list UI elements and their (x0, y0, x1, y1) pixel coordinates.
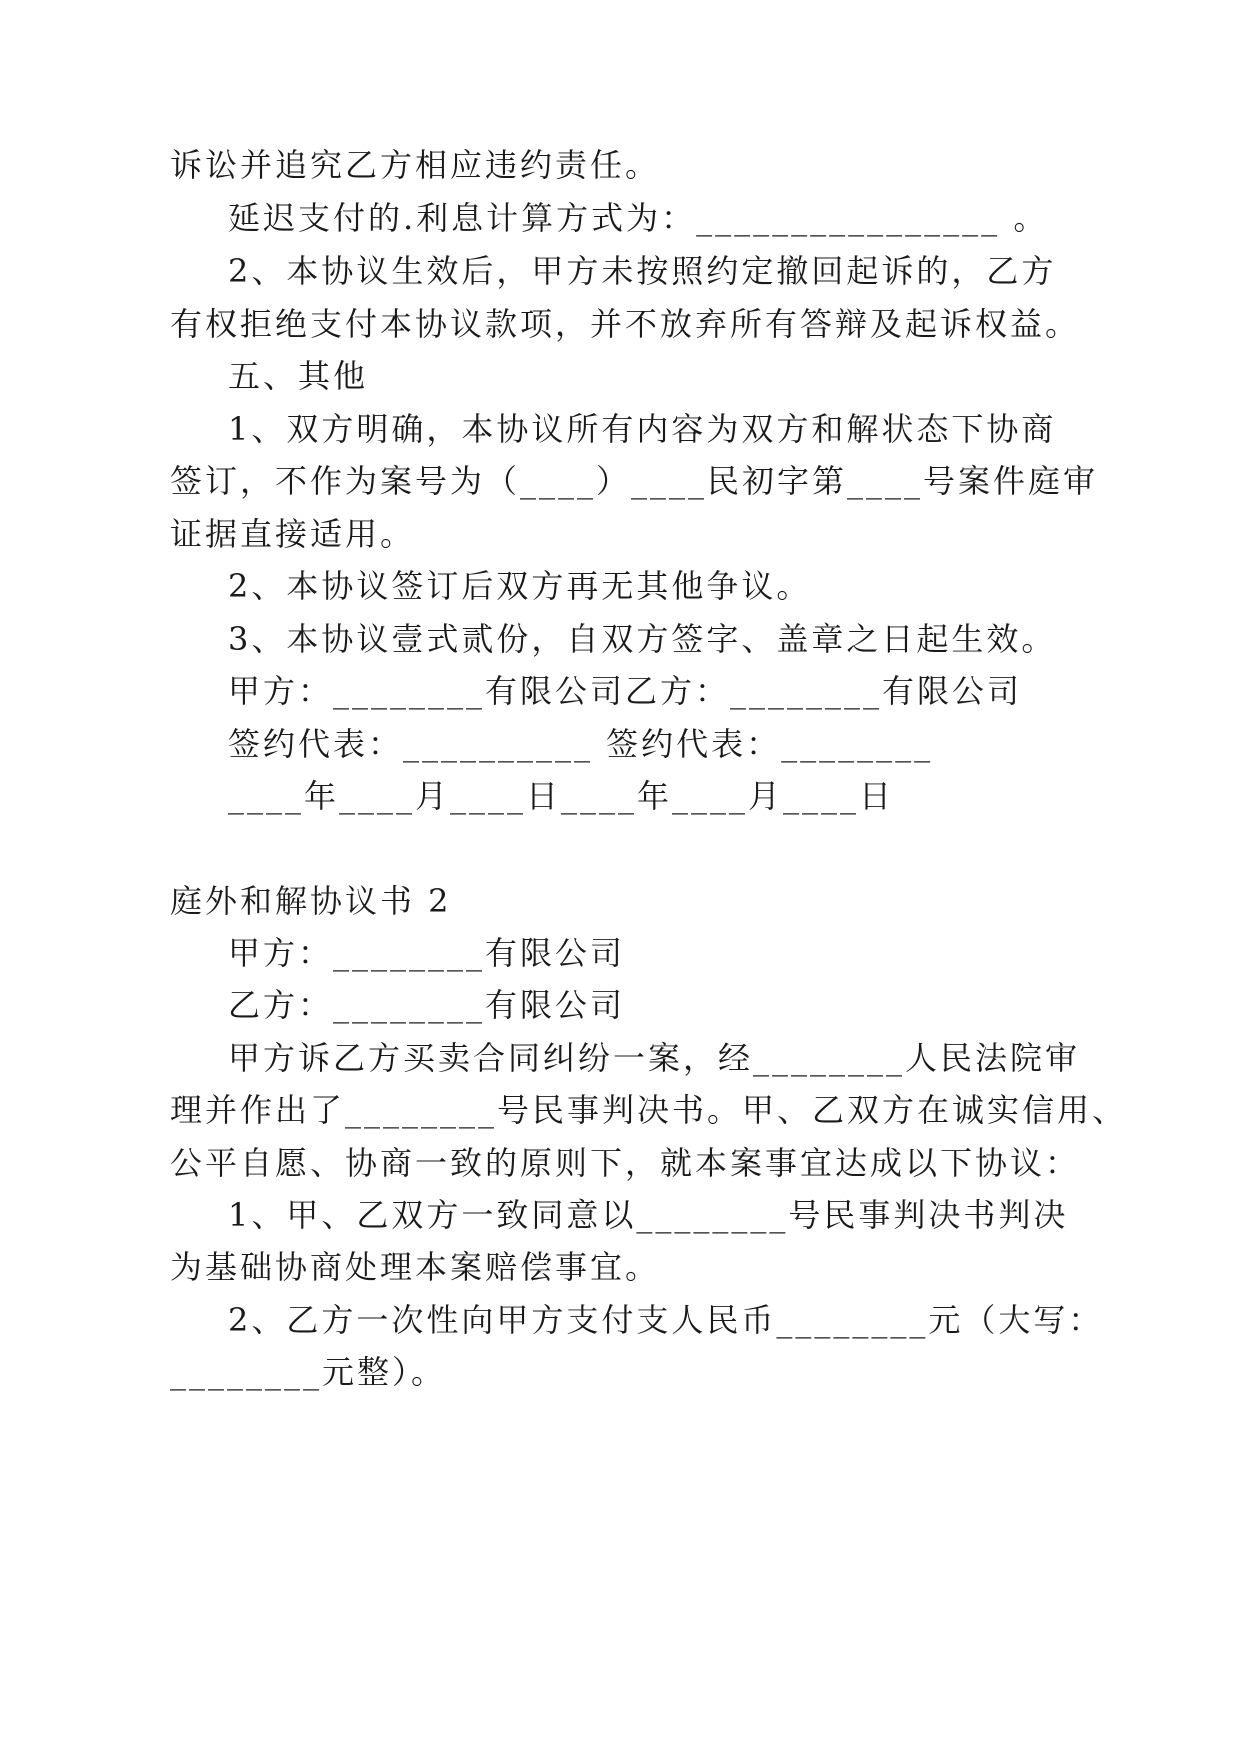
party-line: 乙方：________有限公司 (228, 986, 626, 1024)
signature-line: 签约代表：__________ 签约代表：________ (228, 725, 934, 763)
text-line: 2、本协议生效后，甲方未按照约定撤回起诉的，乙方 (228, 252, 1057, 290)
text-line: 证据直接适用。 (170, 515, 416, 553)
text-line: 2、本协议签订后双方再无其他争议。 (228, 567, 812, 605)
section-heading: 五、其他 (228, 357, 369, 395)
text-line: 1、双方明确，本协议所有内容为双方和解状态下协商 (228, 410, 1057, 448)
text-line: 有权拒绝支付本协议款项，并不放弃所有答辩及起诉权益。 (170, 305, 1081, 343)
party-line: 甲方：________有限公司 (228, 934, 626, 972)
text-line: ________元整）。 (170, 1353, 447, 1391)
text-line: 延迟支付的.利息计算方式为：________________ 。 (228, 199, 1049, 237)
text-line: 1、甲、乙双方一致同意以________号民事判决书判决 (228, 1196, 1069, 1234)
text-line: 公平自愿、协商一致的原则下，就本案事宜达成以下协议： (170, 1144, 1081, 1182)
text-line: 理并作出了________号民事判决书。甲、乙双方在诚实信用、 (170, 1091, 1128, 1129)
text-line: 为基础协商处理本案赔偿事宜。 (170, 1248, 661, 1286)
text-line: 签订，不作为案号为（____）____民初字第____号案件庭审 (170, 462, 1099, 500)
signature-line: 甲方：________有限公司乙方：________有限公司 (228, 672, 1023, 710)
date-line: ____年____月____日____年____月____日 (228, 777, 895, 815)
text-line: 3、本协议壹式贰份，自双方签字、盖章之日起生效。 (228, 620, 1057, 658)
text-line: 2、乙方一次性向甲方支付支人民币________元（大写： (228, 1301, 1104, 1339)
text-line: 诉讼并追究乙方相应违约责任。 (170, 146, 661, 184)
document-title: 庭外和解协议书 2 (170, 882, 452, 920)
text-line: 甲方诉乙方买卖合同纠纷一案，经________人民法院审 (228, 1039, 1081, 1077)
